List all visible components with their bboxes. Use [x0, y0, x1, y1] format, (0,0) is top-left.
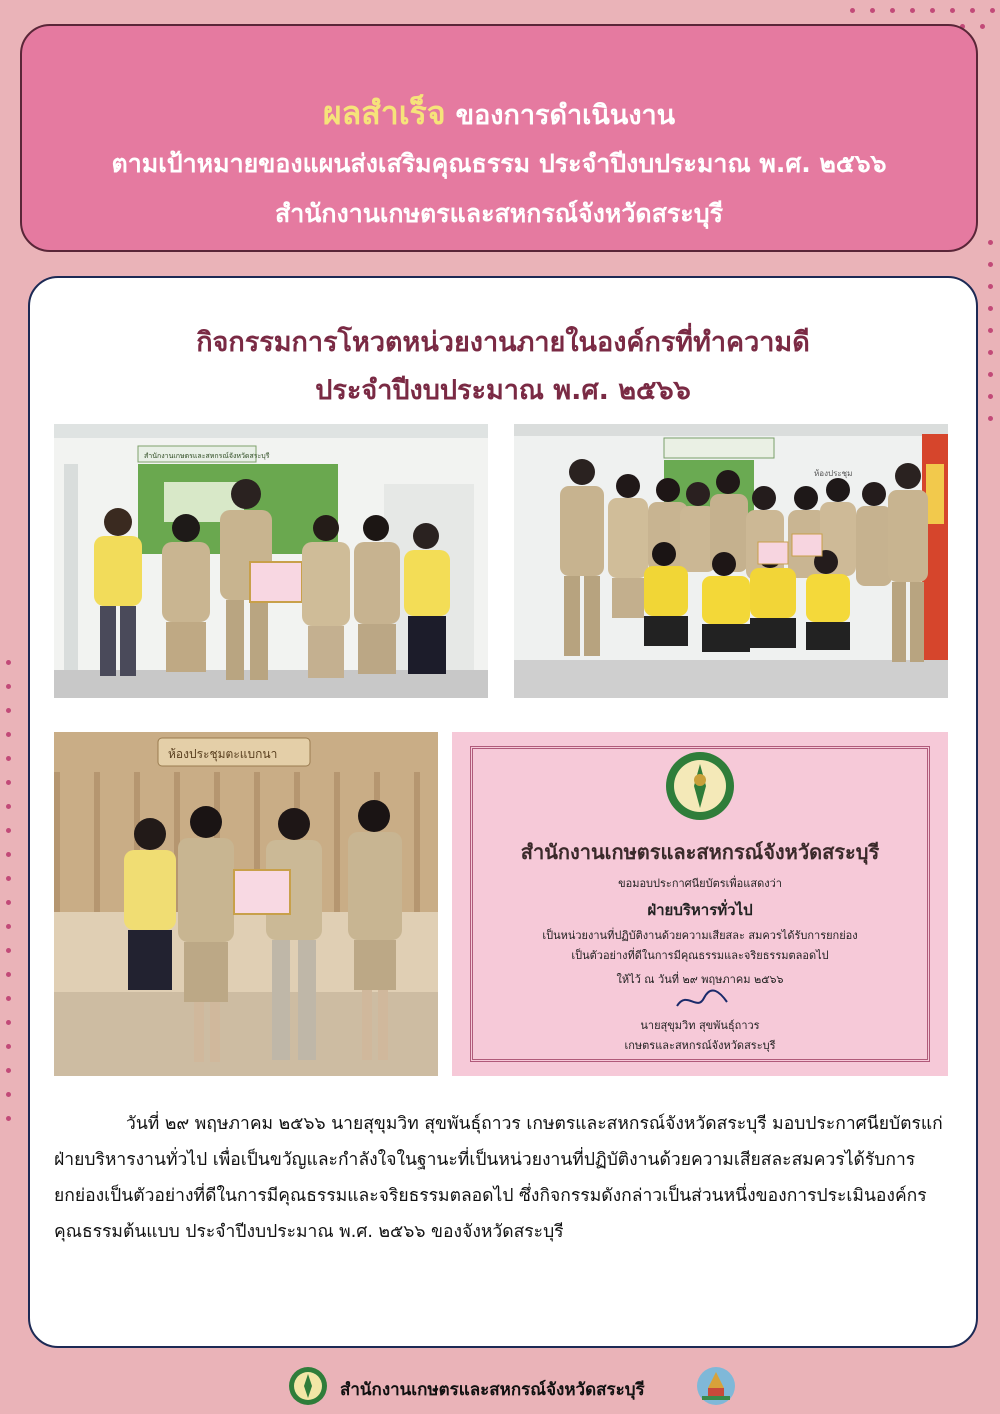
content-card	[28, 276, 978, 1348]
certificate-recipient: ฝ่ายบริหารทั่วไป	[647, 901, 753, 919]
certificate-seal-icon	[664, 750, 736, 822]
signature-icon	[672, 986, 732, 1014]
photo1-sign-text: สำนักงานเกษตรและสหกรณ์จังหวัดสระบุรี	[144, 452, 270, 460]
certificate-date: ให้ไว้ ณ วันที่ ๒๙ พฤษภาคม ๒๕๖๖	[616, 973, 784, 986]
photo-meeting-room-group	[54, 732, 438, 1076]
body-text: วันที่ ๒๙ พฤษภาคม ๒๕๖๖ นายสุขุมวิท สุขพันธุ์ถาวร เกษตรและสหกรณ์จังหวัดสระบุรี มอบประกาศนียบัตรแก่ ฝ่ายบริหารงานทั่วไป เพื่อเป็นขวัญและกำลังใจในฐานะที่เป็นหน่วยงานที่ปฏิบัติงานด้วยความเสียสละสมควรได้รับการยกย่องเป็นตัวอย่างที่ดีในการมีคุณธรรมและจริยธรรมตลอดไป ซึ่งกิจกรรมดังกล่าวเป็นส่วนหนึ่งของการประเมินองค์กรคุณธรรมต้นแบบ ประจำปีงบประมาณ พ.ศ. ๒๕๖๖ ของจังหวัดสระบุรี	[54, 1114, 943, 1242]
body-paragraph	[54, 1106, 946, 1250]
header-line-2: ตามเป้าหมายของแผนส่งเสริมคุณธรรม ประจำปีงบประมาณ พ.ศ. ๒๕๖๖	[111, 149, 887, 178]
footer-org-name: สำนักงานเกษตรและสหกรณ์จังหวัดสระบุรี	[340, 1380, 645, 1400]
header-banner	[20, 24, 978, 252]
decorative-dots-right	[984, 240, 1000, 440]
certificate-org: สำนักงานเกษตรและสหกรณ์จังหวัดสระบุรี	[520, 840, 880, 864]
photo3-sign-text: ห้องประชุมตะแบกนา	[168, 747, 278, 761]
header-accent: ผลสำเร็จ	[322, 94, 446, 132]
certificate-image	[452, 732, 948, 1076]
card-title-line-2: ประจำปีงบประมาณ พ.ศ. ๒๕๖๖	[315, 375, 691, 406]
photo-award-handover	[54, 424, 488, 698]
card-title-line-1: กิจกรรมการโหวตหน่วยงานภายในองค์กรที่ทำความดี	[196, 327, 810, 358]
certificate-line-3: เป็นหน่วยงานที่ปฏิบัติงานด้วยความเสียสละ สมควรได้รับการยกย่อง	[542, 929, 858, 942]
agency-logo-icon	[288, 1366, 328, 1406]
header-line-1-text: ของการดำเนินงาน	[455, 100, 676, 131]
certificate-line-1: ขอมอบประกาศนียบัตรเพื่อแสดงว่า	[618, 877, 782, 890]
footer	[0, 1362, 1000, 1402]
header-line-1	[22, 88, 976, 139]
certificate-signer-title: เกษตรและสหกรณ์จังหวัดสระบุรี	[624, 1039, 776, 1052]
decorative-dots-left	[0, 660, 20, 1160]
header-line-3: สำนักงานเกษตรและสหกรณ์จังหวัดสระบุรี	[274, 199, 724, 228]
photo-group-meeting-room	[514, 424, 948, 698]
province-seal-icon	[696, 1366, 736, 1406]
certificate-signer: นายสุขุมวิท สุขพันธุ์ถาวร	[640, 1019, 760, 1032]
photo2-sign-text: ห้องประชุม	[814, 469, 853, 478]
certificate-line-4: เป็นตัวอย่างที่ดีในการมีคุณธรรมและจริยธรรมตลอดไป	[571, 949, 829, 962]
